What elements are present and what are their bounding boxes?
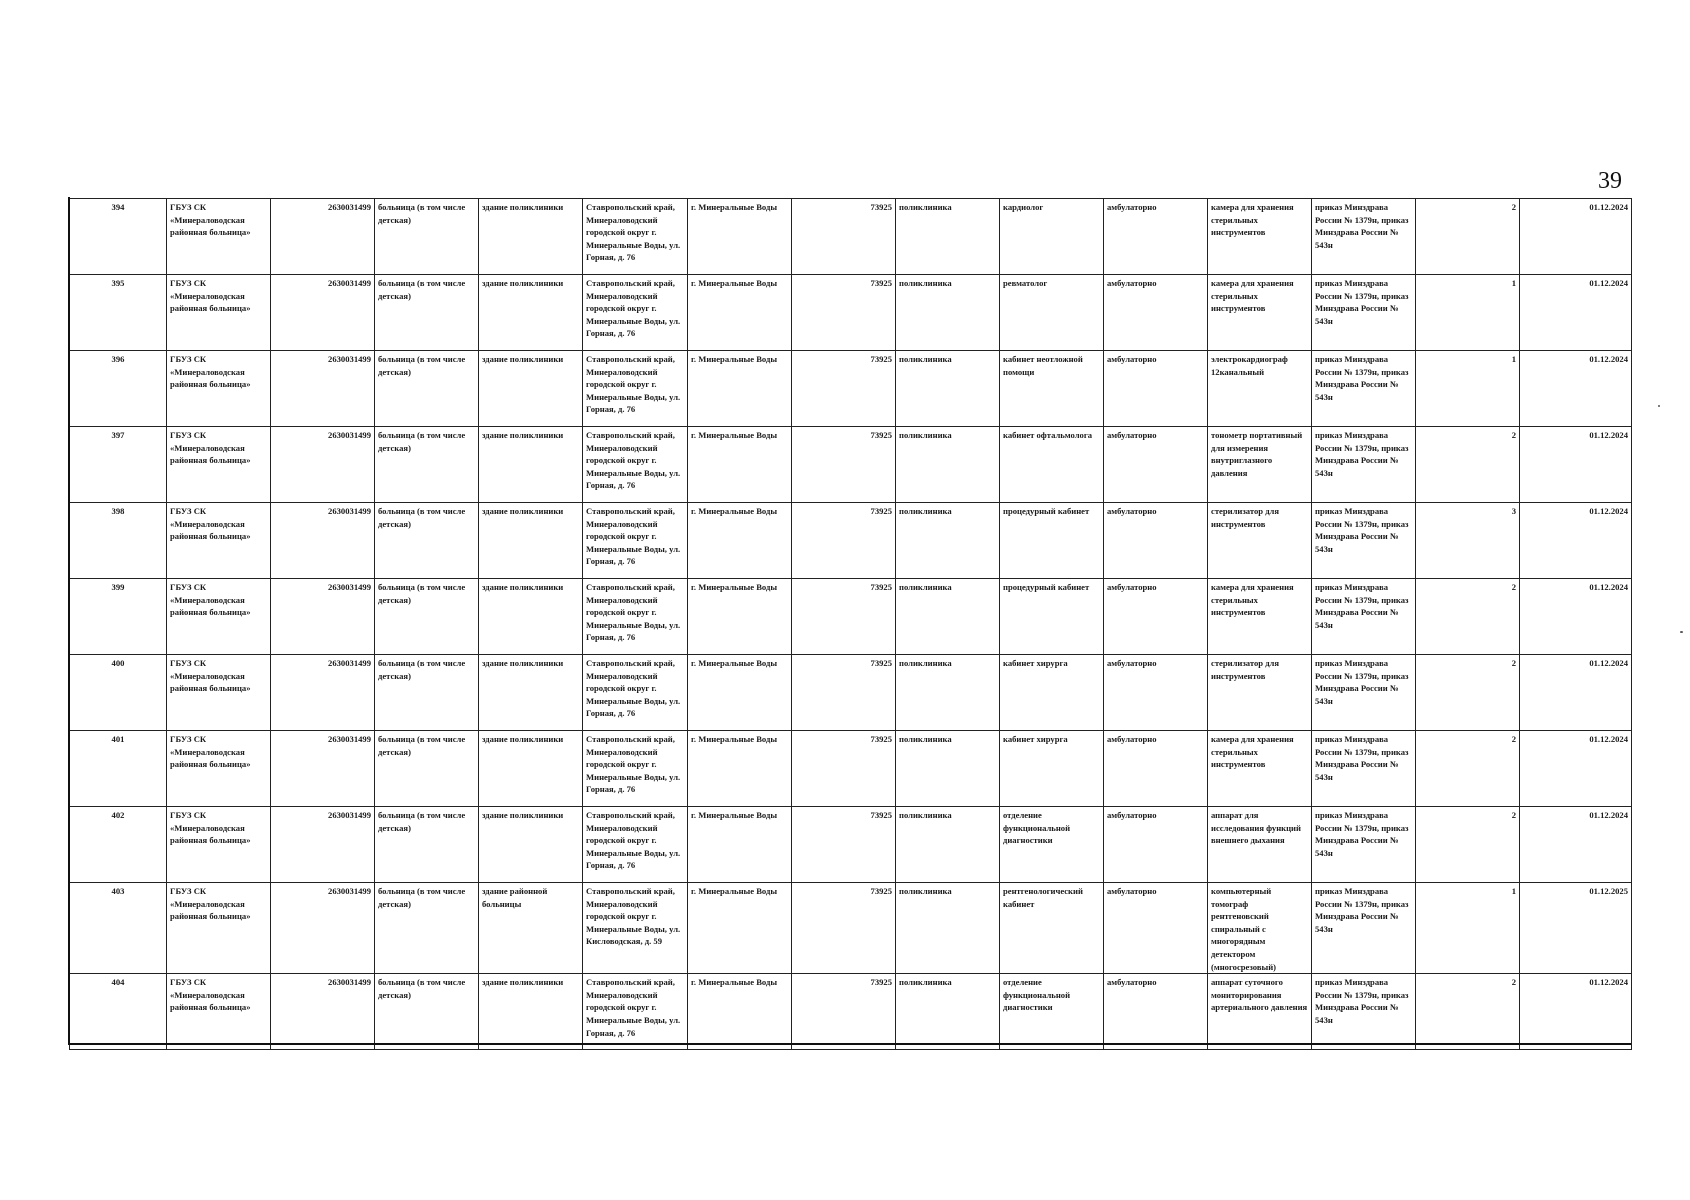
cell-org: ГБУЗ СК «Минераловодская районная больница» [167, 655, 271, 731]
cell-building: здание поликлиники [479, 974, 583, 1050]
cell-date: 01.12.2024 [1520, 579, 1632, 655]
cell-address: Ставропольский край, Минераловодский городской округ г. Минеральные Воды, ул. Горная, д. 76 [583, 974, 688, 1050]
cell-date: 01.12.2024 [1520, 275, 1632, 351]
cell-date: 01.12.2024 [1520, 503, 1632, 579]
cell-date: 01.12.2024 [1520, 199, 1632, 275]
cell-no: 404 [70, 974, 167, 1050]
cell-equipment: камера для хранения стерильных инструментов [1208, 731, 1312, 807]
cell-equipment: компьютерный томограф рентгеновский спиральный с многорядным детектором (многосрезовый) [1208, 883, 1312, 974]
cell-org: ГБУЗ СК «Минераловодская районная больница» [167, 275, 271, 351]
cell-inn: 2630031499 [271, 199, 375, 275]
cell-inn: 2630031499 [271, 807, 375, 883]
cell-org: ГБУЗ СК «Минераловодская районная больница» [167, 427, 271, 503]
cell-date: 01.12.2024 [1520, 655, 1632, 731]
cell-city: г. Минеральные Воды [688, 579, 792, 655]
cell-address: Ставропольский край, Минераловодский городской округ г. Минеральные Воды, ул. Горная, д. 76 [583, 275, 688, 351]
cell-oktmo: 73925 [792, 731, 896, 807]
cell-unit: поликлиника [896, 503, 1000, 579]
cell-department: кабинет неотложной помощи [1000, 351, 1104, 427]
cell-basis: приказ Минздрава России № 1379н, приказ Минздрава России № 543н [1312, 351, 1416, 427]
cell-inn: 2630031499 [271, 275, 375, 351]
cell-type: больница (в том числе детская) [375, 579, 479, 655]
cell-unit: поликлиника [896, 199, 1000, 275]
table-row [70, 351, 1632, 427]
cell-org: ГБУЗ СК «Минераловодская районная больница» [167, 883, 271, 974]
cell-type: больница (в том числе детская) [375, 351, 479, 427]
cell-qty: 1 [1416, 275, 1520, 351]
cell-department: кабинет офтальмолога [1000, 427, 1104, 503]
cell-address: Ставропольский край, Минераловодский городской округ г. Минеральные Воды, ул. Горная, д. 76 [583, 199, 688, 275]
cell-type: больница (в том числе детская) [375, 427, 479, 503]
cell-no: 394 [70, 199, 167, 275]
cell-city: г. Минеральные Воды [688, 731, 792, 807]
cell-mode: амбулаторно [1104, 275, 1208, 351]
cell-mode: амбулаторно [1104, 351, 1208, 427]
cell-org: ГБУЗ СК «Минераловодская районная больница» [167, 199, 271, 275]
cell-address: Ставропольский край, Минераловодский городской округ г. Минеральные Воды, ул. Горная, д. 76 [583, 731, 688, 807]
table-row [70, 275, 1632, 351]
cell-oktmo: 73925 [792, 503, 896, 579]
cell-building: здание поликлиники [479, 503, 583, 579]
cell-address: Ставропольский край, Минераловодский городской округ г. Минеральные Воды, ул. Горная, д. 76 [583, 579, 688, 655]
cell-basis: приказ Минздрава России № 1379н, приказ Минздрава России № 543н [1312, 579, 1416, 655]
table-row [70, 427, 1632, 503]
cell-oktmo: 73925 [792, 883, 896, 974]
cell-building: здание поликлиники [479, 427, 583, 503]
cell-department: отделение функциональной диагностики [1000, 807, 1104, 883]
scan-speck [1680, 631, 1683, 633]
cell-basis: приказ Минздрава России № 1379н, приказ Минздрава России № 543н [1312, 731, 1416, 807]
cell-qty: 2 [1416, 974, 1520, 1050]
cell-no: 395 [70, 275, 167, 351]
cell-city: г. Минеральные Воды [688, 503, 792, 579]
cell-qty: 2 [1416, 807, 1520, 883]
cell-building: здание поликлиники [479, 351, 583, 427]
cell-type: больница (в том числе детская) [375, 731, 479, 807]
cell-date: 01.12.2024 [1520, 974, 1632, 1050]
cell-department: кабинет хирурга [1000, 655, 1104, 731]
cell-city: г. Минеральные Воды [688, 275, 792, 351]
cell-building: здание поликлиники [479, 807, 583, 883]
cell-type: больница (в том числе детская) [375, 807, 479, 883]
cell-no: 398 [70, 503, 167, 579]
cell-equipment: аппарат суточного мониторирования артериального давления [1208, 974, 1312, 1050]
cell-inn: 2630031499 [271, 731, 375, 807]
cell-mode: амбулаторно [1104, 974, 1208, 1050]
cell-city: г. Минеральные Воды [688, 427, 792, 503]
cell-type: больница (в том числе детская) [375, 974, 479, 1050]
cell-date: 01.12.2025 [1520, 883, 1632, 974]
cell-date: 01.12.2024 [1520, 351, 1632, 427]
cell-oktmo: 73925 [792, 579, 896, 655]
cell-unit: поликлиника [896, 807, 1000, 883]
cell-inn: 2630031499 [271, 503, 375, 579]
cell-basis: приказ Минздрава России № 1379н, приказ Минздрава России № 543н [1312, 427, 1416, 503]
cell-basis: приказ Минздрава России № 1379н, приказ Минздрава России № 543н [1312, 655, 1416, 731]
cell-unit: поликлиника [896, 579, 1000, 655]
cell-org: ГБУЗ СК «Минераловодская районная больница» [167, 351, 271, 427]
cell-qty: 2 [1416, 731, 1520, 807]
table-row [70, 883, 1632, 974]
cell-city: г. Минеральные Воды [688, 351, 792, 427]
cell-equipment: камера для хранения стерильных инструментов [1208, 579, 1312, 655]
cell-unit: поликлиника [896, 275, 1000, 351]
cell-equipment: аппарат для исследования функций внешнего дыхания [1208, 807, 1312, 883]
cell-qty: 3 [1416, 503, 1520, 579]
cell-qty: 2 [1416, 655, 1520, 731]
cell-building: здание поликлиники [479, 275, 583, 351]
cell-basis: приказ Минздрава России № 1379н, приказ Минздрава России № 543н [1312, 974, 1416, 1050]
cell-basis: приказ Минздрава России № 1379н, приказ Минздрава России № 543н [1312, 199, 1416, 275]
cell-equipment: тонометр портативный для измерения внутриглазного давления [1208, 427, 1312, 503]
cell-oktmo: 73925 [792, 655, 896, 731]
page-number: 39 [1598, 168, 1622, 194]
cell-basis: приказ Минздрава России № 1379н, приказ Минздрава России № 543н [1312, 883, 1416, 974]
cell-type: больница (в том числе детская) [375, 275, 479, 351]
cell-inn: 2630031499 [271, 655, 375, 731]
cell-mode: амбулаторно [1104, 655, 1208, 731]
cell-basis: приказ Минздрава России № 1379н, приказ Минздрава России № 543н [1312, 503, 1416, 579]
table-row [70, 199, 1632, 275]
cell-address: Ставропольский край, Минераловодский городской округ г. Минеральные Воды, ул. Горная, д. 76 [583, 807, 688, 883]
cell-unit: поликлиника [896, 655, 1000, 731]
cell-city: г. Минеральные Воды [688, 883, 792, 974]
cell-inn: 2630031499 [271, 427, 375, 503]
cell-type: больница (в том числе детская) [375, 199, 479, 275]
cell-org: ГБУЗ СК «Минераловодская районная больница» [167, 579, 271, 655]
cell-inn: 2630031499 [271, 579, 375, 655]
cell-department: рентгенологический кабинет [1000, 883, 1104, 974]
cell-unit: поликлиника [896, 883, 1000, 974]
cell-building: здание поликлиники [479, 199, 583, 275]
cell-mode: амбулаторно [1104, 883, 1208, 974]
cell-no: 402 [70, 807, 167, 883]
table-row [70, 731, 1632, 807]
cell-type: больница (в том числе детская) [375, 655, 479, 731]
cell-mode: амбулаторно [1104, 731, 1208, 807]
cell-org: ГБУЗ СК «Минераловодская районная больница» [167, 974, 271, 1050]
cell-mode: амбулаторно [1104, 199, 1208, 275]
cell-building: здание поликлиники [479, 579, 583, 655]
cell-unit: поликлиника [896, 427, 1000, 503]
table-row [70, 807, 1632, 883]
cell-inn: 2630031499 [271, 974, 375, 1050]
cell-department: процедурный кабинет [1000, 579, 1104, 655]
table-row [70, 974, 1632, 1050]
cell-date: 01.12.2024 [1520, 427, 1632, 503]
cell-type: больница (в том числе детская) [375, 883, 479, 974]
cell-address: Ставропольский край, Минераловодский городской округ г. Минеральные Воды, ул. Горная, д. 76 [583, 503, 688, 579]
cell-department: кабинет хирурга [1000, 731, 1104, 807]
cell-org: ГБУЗ СК «Минераловодская районная больница» [167, 807, 271, 883]
cell-department: процедурный кабинет [1000, 503, 1104, 579]
cell-city: г. Минеральные Воды [688, 807, 792, 883]
cell-oktmo: 73925 [792, 199, 896, 275]
cell-mode: амбулаторно [1104, 427, 1208, 503]
cell-mode: амбулаторно [1104, 503, 1208, 579]
cell-unit: поликлиника [896, 351, 1000, 427]
scan-speck [1658, 405, 1660, 407]
cell-oktmo: 73925 [792, 807, 896, 883]
cell-building: здание поликлиники [479, 655, 583, 731]
cell-org: ГБУЗ СК «Минераловодская районная больница» [167, 731, 271, 807]
register-table-wrapper [69, 198, 1632, 1050]
cell-equipment: стерилизатор для инструментов [1208, 655, 1312, 731]
cell-inn: 2630031499 [271, 883, 375, 974]
cell-building: здание поликлиники [479, 731, 583, 807]
cell-org: ГБУЗ СК «Минераловодская районная больница» [167, 503, 271, 579]
cell-no: 396 [70, 351, 167, 427]
cell-department: отделение функциональной диагностики [1000, 974, 1104, 1050]
cell-equipment: камера для хранения стерильных инструментов [1208, 199, 1312, 275]
cell-oktmo: 73925 [792, 974, 896, 1050]
table-row [70, 655, 1632, 731]
cell-qty: 2 [1416, 579, 1520, 655]
cell-oktmo: 73925 [792, 275, 896, 351]
cell-no: 400 [70, 655, 167, 731]
cell-city: г. Минеральные Воды [688, 974, 792, 1050]
cell-no: 397 [70, 427, 167, 503]
cell-mode: амбулаторно [1104, 579, 1208, 655]
cell-type: больница (в том числе детская) [375, 503, 479, 579]
cell-unit: поликлиника [896, 731, 1000, 807]
cell-no: 399 [70, 579, 167, 655]
cell-mode: амбулаторно [1104, 807, 1208, 883]
cell-department: кардиолог [1000, 199, 1104, 275]
cell-oktmo: 73925 [792, 427, 896, 503]
cell-basis: приказ Минздрава России № 1379н, приказ Минздрава России № 543н [1312, 807, 1416, 883]
cell-address: Ставропольский край, Минераловодский городской округ г. Минеральные Воды, ул. Горная, д. 76 [583, 427, 688, 503]
cell-building: здание районной больницы [479, 883, 583, 974]
cell-address: Ставропольский край, Минераловодский городской округ г. Минеральные Воды, ул. Горная, д. 76 [583, 351, 688, 427]
register-table [69, 198, 1632, 1050]
cell-basis: приказ Минздрава России № 1379н, приказ Минздрава России № 543н [1312, 275, 1416, 351]
cell-date: 01.12.2024 [1520, 807, 1632, 883]
cell-inn: 2630031499 [271, 351, 375, 427]
cell-oktmo: 73925 [792, 351, 896, 427]
cell-equipment: стерилизатор для инструментов [1208, 503, 1312, 579]
cell-city: г. Минеральные Воды [688, 199, 792, 275]
cell-date: 01.12.2024 [1520, 731, 1632, 807]
cell-city: г. Минеральные Воды [688, 655, 792, 731]
cell-address: Ставропольский край, Минераловодский городской округ г. Минеральные Воды, ул. Горная, д. 76 [583, 655, 688, 731]
cell-department: ревматолог [1000, 275, 1104, 351]
cell-address: Ставропольский край, Минераловодский городской округ г. Минеральные Воды, ул. Кисловодская, д. 59 [583, 883, 688, 974]
cell-no: 403 [70, 883, 167, 974]
cell-qty: 1 [1416, 351, 1520, 427]
cell-equipment: камера для хранения стерильных инструментов [1208, 275, 1312, 351]
cell-qty: 2 [1416, 199, 1520, 275]
cell-no: 401 [70, 731, 167, 807]
register-table-body [70, 199, 1632, 1050]
cell-qty: 2 [1416, 427, 1520, 503]
table-row [70, 503, 1632, 579]
cell-equipment: электрокардиограф 12канальный [1208, 351, 1312, 427]
table-row [70, 579, 1632, 655]
cell-qty: 1 [1416, 883, 1520, 974]
cell-unit: поликлиника [896, 974, 1000, 1050]
